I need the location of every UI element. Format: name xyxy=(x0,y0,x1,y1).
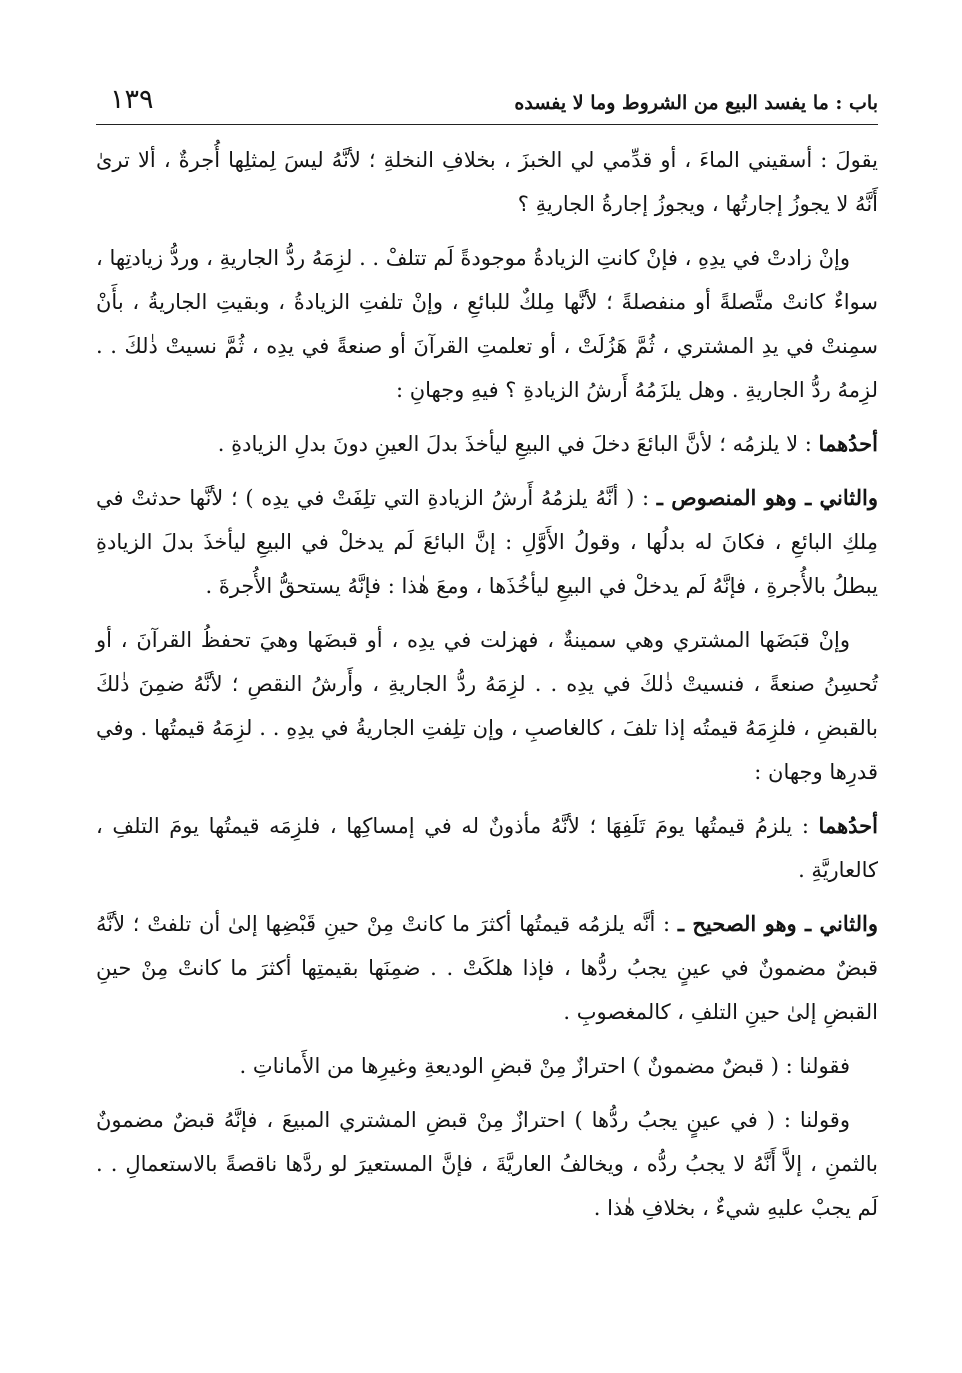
paragraph-4 xyxy=(96,476,878,608)
paragraph-6 xyxy=(96,804,878,892)
paragraph-text: وإنْ زادتْ في يدِهِ ، فإنْ كانتِ الزيادةُ موجودةً لَم تتلفْ . . لزِمَهُ ردُّ الجاريةِ ، وردُّ زيادتِها ، سواءٌ كانتْ متَّصلةً أو منفصلةً ؛ لأنَّها مِلكٌ للبائعِ ، وإنْ تلفتِ الزيادةُ ، وبقيتِ الجاريةُ ، بأَنْ سمِنتْ في يدِ المشتري ، ثُمَّ هَزُلَتْ ، أو تعلمتِ القرآنَ أو صنعةً في يدِه ، ثُمَّ نسيتْ ذٰلكَ . . لزِمهُ ردُّ الجاريةِ . وهل يلزَمُهُ أَرشُ الزيادةِ ؟ فيهِ وجهانِ : xyxy=(96,246,878,402)
paragraph-text: : ( أنَّهُ يلزمُهُ أَرشُ الزيادةِ التي تلِفَتْ في يدِه ) ؛ لأنَّها حدثتْ في مِلكِ البائعِ ، فكانَ له بدلُها ، وقولُ الأَوَّلِ : إنَّ البائعَ لَم يدخلْ في البيعِ ليأخذَ بدلَ الزيادةِ يبطلُ بالأُجرةِ ، فإنَّهُ لَم يدخلْ في البيعِ ليأخُذَها ، ومعَ هٰذا : فإنَّهُ يستحقُّ الأُجرةَ . xyxy=(96,486,878,598)
paragraph-lead: أحدُهما xyxy=(818,813,878,838)
paragraph-text: : أنَّه يلزمُه قيمتُها أكثرَ ما كانتْ مِنْ حينِ قَبْضِها إلىٰ أن تلفتْ ؛ لأنَّهُ قبضٌ مضمونٌ في عينٍ يجبُ ردُّها ، فإذا هلكَتْ . . ضمِنَها بقيمتِها أكثرَ ما كانتْ مِنْ حينِ القبضِ إلىٰ حينِ التلفِ ، كالمغصوبِ . xyxy=(96,912,878,1024)
paragraph-3 xyxy=(96,422,878,466)
paragraph-text: يقولَ : أسقيني الماءَ ، أو قدِّمي لي الخبزَ ، بخلافِ النخلةِ ؛ لأنَّهُ ليسَ لِمثلِها أُجرةٌ ، ألا ترىٰ أَنَّهُ لا يجوزُ إجارتُها ، ويجوزُ إجارةُ الجاريةِ ؟ xyxy=(96,148,878,216)
paragraph-7 xyxy=(96,902,878,1034)
paragraph-lead: والثاني ـ وهو الصحيح ـ xyxy=(677,911,878,936)
paragraph-9 xyxy=(96,1098,878,1230)
page-body xyxy=(96,138,878,1240)
paragraph-lead: أحدُهما xyxy=(818,431,878,456)
paragraph-text: : لا يلزمُه ؛ لأنَّ البائعَ دخلَ في البيعِ ليأخذَ بدلَ العينِ دونَ بدلِ الزيادةِ . xyxy=(217,432,819,456)
paragraph-lead: والثاني ـ وهو المنصوص ـ xyxy=(656,485,879,510)
page-number: ١٣٩ xyxy=(110,84,154,115)
paragraph-text: فقولنا : ( قبضٌ مضمونٌ ) احترازٌ مِنْ قبضِ الوديعةِ وغيرِها من الأَماناتِ . xyxy=(239,1054,850,1078)
paragraph-text: : يلزمُ قيمتُها يومَ تَلَفِهَا ؛ لأنَّهُ مأذونٌ له في إمساكِها ، فلزِمَه قيمتُها يومَ التلفِ ، كالعاريَّةِ . xyxy=(96,814,878,882)
paragraph-text: وإنْ قبَضَها المشتري وهي سمينةٌ ، فهزلت في يدِه ، أو قبضَها وهيَ تحفظُ القرآنَ ، أو تُحسِنُ صنعةً ، فنسيتْ ذٰلكَ في يدِه . . لزِمَهُ ردُّ الجاريةِ ، وأَرشُ النقصِ ؛ لأنَّهُ ضمِنَ ذٰلكَ بالقبضِ ، فلزِمَهُ قيمتُه إذا تلفَ ، كالغاصبِ ، وإن تلِفتِ الجاريةُ في يدِهِ . . لزِمَهُ قيمتُها . وفي قدرِها وجهان : xyxy=(96,628,878,784)
paragraph-5 xyxy=(96,618,878,794)
page-header xyxy=(96,80,878,120)
chapter-title: باب : ما يفسد البيع من الشروط وما لا يفسده xyxy=(514,92,878,114)
paragraph-8 xyxy=(96,1044,878,1088)
header-divider xyxy=(96,124,878,125)
paragraph-1 xyxy=(96,138,878,226)
paragraph-text: وقولنا : ( في عينٍ يجبُ ردُّها ) احترازٌ مِنْ قبضِ المشتري المبيعَ ، فإنَّهُ قبضٌ مضمونٌ بالثمنِ ، إلاَّ أَنَّهُ لا يجبُ ردُّه ، ويخالفُ العاريَّةَ ، فإنَّ المستعيرَ لو ردَّها ناقصةً بالاستعمالِ . . لَم يجبْ عليهِ شيءٌ ، بخلافِ هٰذا . xyxy=(96,1108,878,1220)
paragraph-2 xyxy=(96,236,878,412)
